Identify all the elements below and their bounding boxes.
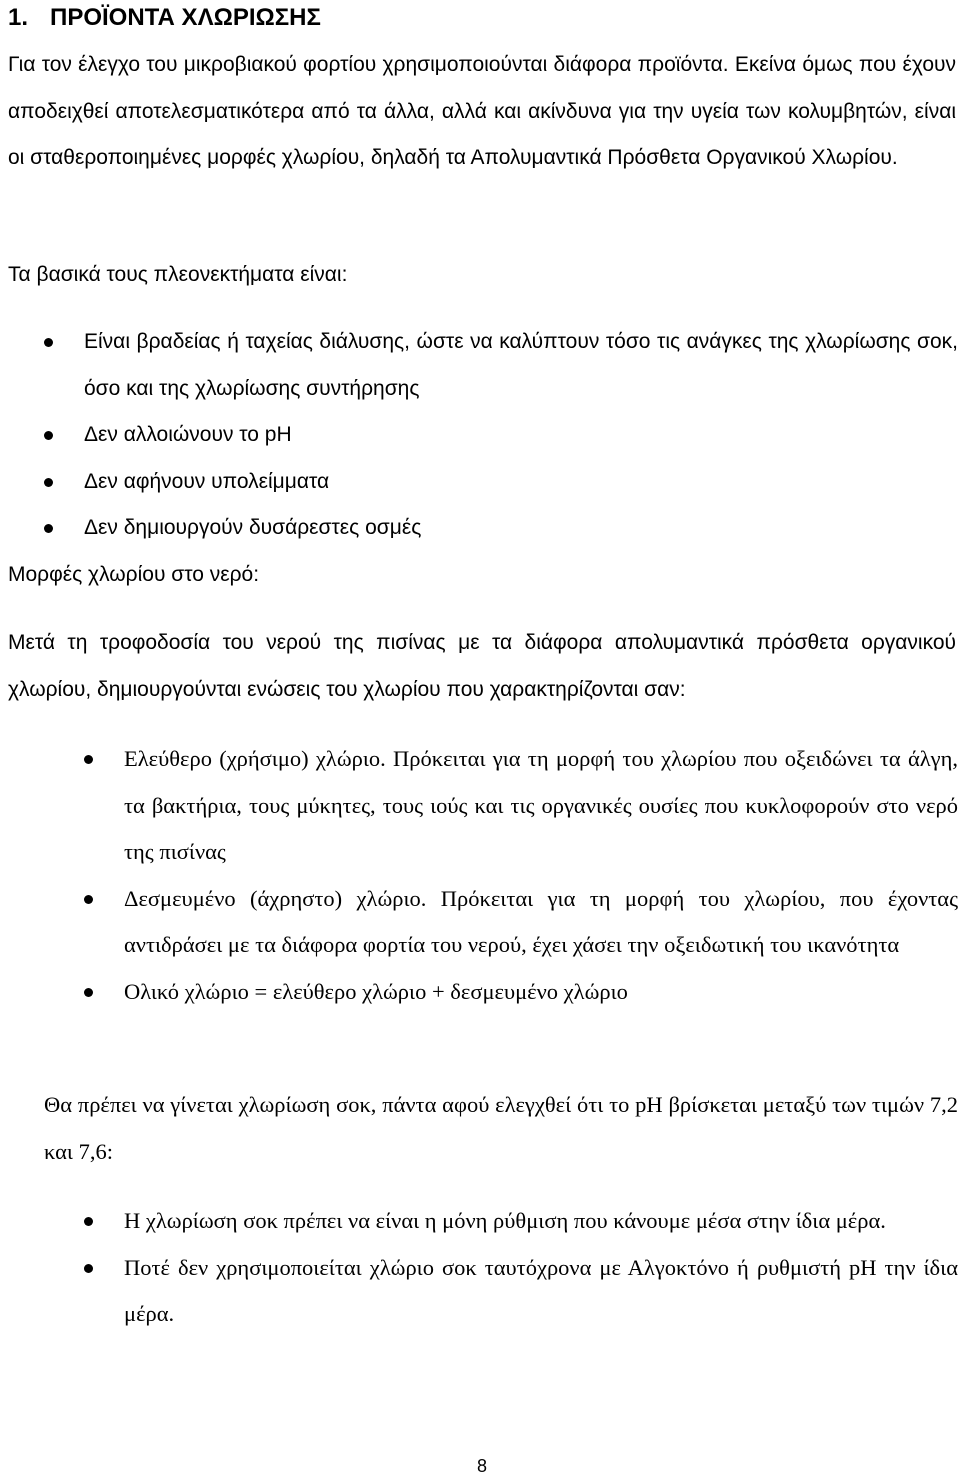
section-title: ΠΡΟΪΟΝΤΑ ΧΛΩΡΙΩΣΗΣ bbox=[50, 4, 321, 31]
chlorine-form-text: Δεσμευμένο (άχρηστο) χλώριο. Πρόκειται για τη μορφή του χλωρίου, που έχοντας αντιδράσει με τα διάφορα φορτία του νερού, έχει χάσει την οξειδωτική του ικανότητα bbox=[124, 885, 958, 957]
page-number: 8 bbox=[476, 1456, 487, 1476]
bullet-icon bbox=[84, 1264, 93, 1273]
chlorine-form-text: Ελεύθερο (χρήσιμο) χλώριο. Πρόκειται για τη μορφή του χλωρίου που οξειδώνει τα άλγη, τα βακτήρια, τους μύκητες, τους ιούς και τις οργανικές ουσίες που κυκλοφορούν στο νερό της πισίνας bbox=[124, 746, 958, 864]
bullet-icon bbox=[84, 988, 93, 997]
advantage-item bbox=[84, 459, 958, 506]
bullet-icon bbox=[84, 895, 93, 904]
advantage-item bbox=[84, 505, 958, 552]
chlorine-form-item bbox=[124, 736, 958, 876]
advantages-list bbox=[84, 319, 958, 552]
advantage-item bbox=[84, 412, 958, 459]
shock-rule-item bbox=[124, 1245, 958, 1338]
forms-heading: Μορφές χλωρίου στο νερό: bbox=[8, 563, 260, 586]
bullet-icon bbox=[44, 431, 53, 440]
shock-intro: Θα πρέπει να γίνεται χλωρίωση σοκ, πάντα αφού ελεγχθεί ότι το pH βρίσκεται μεταξύ των τιμών 7,2 και 7,6: bbox=[44, 1092, 958, 1164]
bullet-icon bbox=[44, 524, 53, 533]
section-heading bbox=[8, 4, 321, 32]
chlorine-form-text: Ολικό χλώριο = ελεύθερο χλώριο + δεσμευμένο χλώριο bbox=[124, 978, 628, 1004]
intro-paragraph: Για τον έλεγχο του μικροβιακού φορτίου χρησιμοποιούνται διάφορα προϊόντα. Εκείνα όμως που έχουν αποδειχθεί αποτελεσματικότερα από τα άλλα, αλλά και ακίνδυνα για την υγεία των κολυμβητών, είναι οι σταθεροποιημένες μορφές χλωρίου, δηλαδή τα Απολυμαντικά Πρόσθετα Οργανικού Χλωρίου. bbox=[8, 53, 956, 169]
advantage-text: Δεν δημιουργούν δυσάρεστες οσμές bbox=[84, 516, 422, 539]
chlorine-forms-list bbox=[124, 736, 958, 1015]
bullet-icon bbox=[44, 338, 53, 347]
advantage-text: Δεν αφήνουν υπολείμματα bbox=[84, 469, 330, 493]
bullet-icon bbox=[84, 755, 93, 764]
bullet-icon bbox=[44, 478, 53, 487]
advantage-text: Δεν αλλοιώνουν το pH bbox=[84, 423, 292, 446]
chlorine-form-item bbox=[124, 876, 958, 969]
forms-intro: Μετά τη τροφοδοσία του νερού της πισίνας με τα διάφορα απολυμαντικά πρόσθετα οργανικού χλωρίου, δημιουργούνται ενώσεις του χλωρίου που χαρακτηρίζονται σαν: bbox=[8, 631, 956, 701]
chlorine-form-item bbox=[124, 969, 958, 1016]
advantages-intro: Τα βασικά τους πλεονεκτήματα είναι: bbox=[8, 263, 348, 286]
advantage-item bbox=[84, 319, 958, 412]
shock-rule-item bbox=[124, 1198, 958, 1245]
advantage-text: Είναι βραδείας ή ταχείας διάλυσης, ώστε να καλύπτουν τόσο τις ανάγκες της χλωρίωσης σοκ, όσο και της χλωρίωσης συντήρησης bbox=[84, 330, 958, 400]
shock-rule-text: Ποτέ δεν χρησιμοποιείται χλώριο σοκ ταυτόχρονα με Αλγοκτόνο ή ρυθμιστή pH την ίδια μέρα. bbox=[124, 1254, 958, 1326]
section-number: 1. bbox=[8, 4, 29, 31]
shock-rules-list bbox=[124, 1198, 958, 1338]
shock-rule-text: Η χλωρίωση σοκ πρέπει να είναι η μόνη ρύθμιση που κάνουμε μέσα στην ίδια μέρα. bbox=[124, 1208, 886, 1233]
bullet-icon bbox=[84, 1217, 93, 1226]
